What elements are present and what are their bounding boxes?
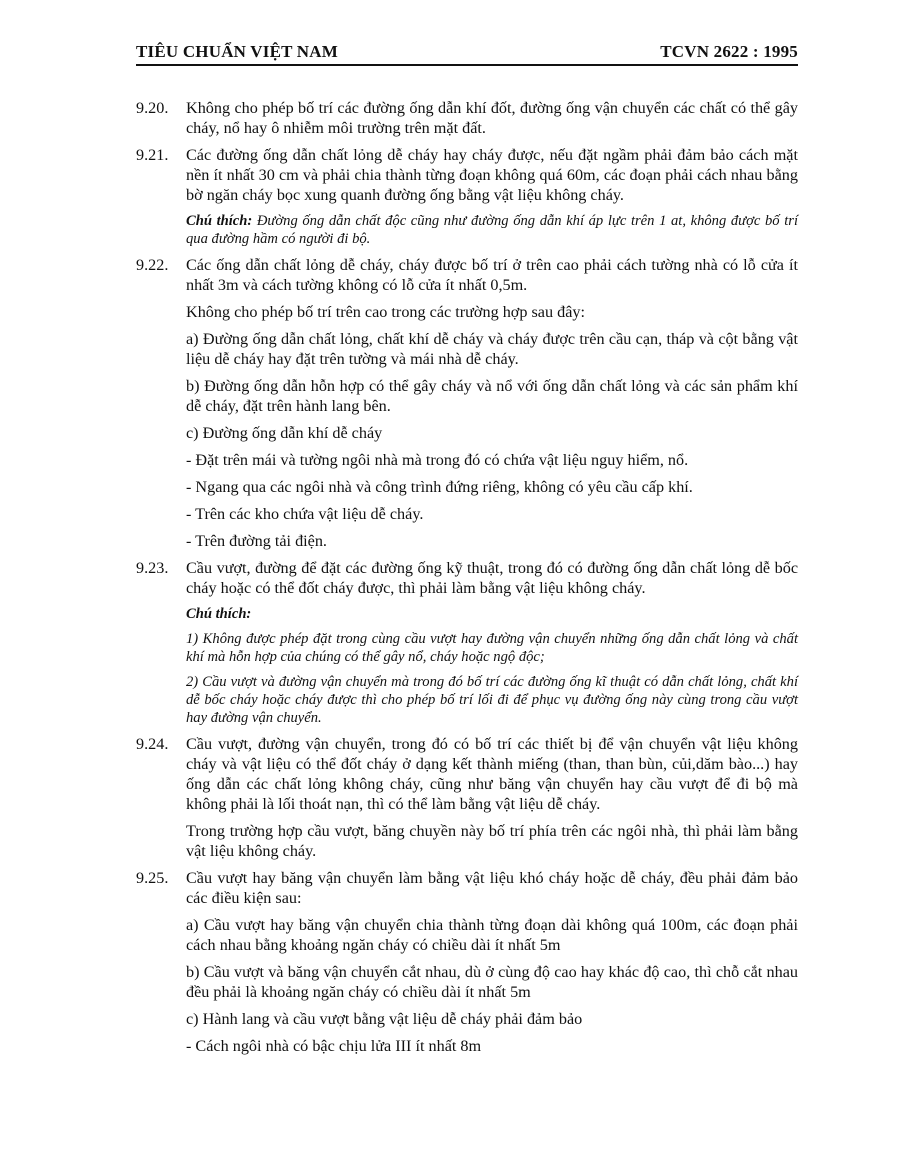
paragraph: b) Cầu vượt và băng vận chuyển cắt nhau, dù ở cùng độ cao hay khác độ cao, thì chỗ cắt nhau đều phải là khoảng ngăn cháy có chiều dài ít nhất 5m [186,963,798,1001]
section-number: 9.24. [136,735,169,753]
note [186,630,798,666]
section-9-20 [136,98,798,138]
paragraph: Cầu vượt, đường để đặt các đường ống kỹ thuật, trong đó có đường ống dẫn chất lỏng dễ bốc cháy hoặc có thể đốt cháy được, thì phải làm bằng vật liệu không cháy. [186,559,798,597]
paragraph: c) Đường ống dẫn khí dễ cháy [186,424,383,442]
section-number: 9.21. [136,146,169,164]
header-divider [136,64,798,66]
paragraph: a) Cầu vượt hay băng vận chuyển chia thành từng đoạn dài không quá 100m, các đoạn phải cách nhau bằng khoảng ngăn cháy có chiều dài ít nhất 5m [186,916,798,954]
paragraph: Không cho phép bố trí các đường ống dẫn khí đốt, đường ống vận chuyển các chất có thể gây cháy, nổ hay ô nhiễm môi trường trên mặt đất. [186,99,798,137]
paragraph: Các ống dẫn chất lỏng dễ cháy, cháy được bố trí ở trên cao phải cách tường nhà có lỗ cửa ít nhất 3m và cách tường không có lỗ cửa ít nhất 0,5m. [186,256,798,294]
section-9-25 [136,868,798,1056]
paragraph: - Ngang qua các ngôi nhà và công trình đứng riêng, không có yêu cầu cấp khí. [186,478,693,496]
section-9-21 [136,145,798,248]
paragraph: c) Hành lang và cầu vượt bằng vật liệu dễ cháy phải đảm bảo [186,1010,583,1028]
note-text: 1) Không được phép đặt trong cùng cầu vượt hay đường vận chuyển những ống dẫn chất lỏng và chất khí mà hỗn hợp của chúng có thể gây nổ, cháy hoặc ngộ độc; [186,631,798,665]
section-number: 9.22. [136,256,169,274]
paragraph: Không cho phép bố trí trên cao trong các trường hợp sau đây: [186,303,585,321]
note [186,212,798,248]
note-text: 2) Cầu vượt và đường vận chuyển mà trong đó bố trí các đường ống kĩ thuật có dẫn chất lỏng, chất khí dễ bốc cháy hoặc cháy được thì cho phép bố trí lối đi để phục vụ đường ống này cùng trong cầu vượt hay đường vận chuyển. [186,674,798,726]
paragraph: - Cách ngôi nhà có bậc chịu lửa III ít nhất 8m [186,1037,482,1055]
section-number: 9.23. [136,559,169,577]
note-text: Đường ống dẫn chất độc cũng như đường ống dẫn khí áp lực trên 1 at, không được bố trí qua đường hầm có người đi bộ. [186,213,798,247]
paragraph: - Trên các kho chứa vật liệu dễ cháy. [186,505,424,523]
note [186,605,798,623]
paragraph: b) Đường ống dẫn hỗn hợp có thể gây cháy và nổ với ống dẫn chất lỏng và các sản phẩm khí dễ cháy, đặt trên hành lang bên. [186,377,798,415]
note-label: Chú thích: [186,606,252,622]
paragraph: a) Đường ống dẫn chất lỏng, chất khí dễ cháy và cháy được trên cầu cạn, tháp và cột bằng vật liệu dễ cháy hay đặt trên tường và mái nhà dễ cháy. [186,330,798,368]
standard-code: TCVN 2622 : 1995 [660,42,798,61]
section-9-24 [136,734,798,861]
section-9-22 [136,255,798,551]
paragraph: - Đặt trên mái và tường ngôi nhà mà trong đó có chứa vật liệu nguy hiểm, nổ. [186,451,689,469]
document-body [136,98,798,1063]
paragraph: Các đường ống dẫn chất lỏng dễ cháy hay cháy được, nếu đặt ngầm phải đảm bảo cách mặt nền ít nhất 30 cm và phải chia thành từng đoạn không quá 60m, các đoạn phải cách nhau bằng bờ ngăn cháy bọc xung quanh đường ống bằng vật liệu không cháy. [186,146,798,204]
note [186,673,798,727]
note-label: Chú thích: [186,213,253,229]
section-number: 9.25. [136,869,169,887]
standard-title: TIÊU CHUẨN VIỆT NAM [136,42,339,61]
paragraph: Trong trường hợp cầu vượt, băng chuyền này bố trí phía trên các ngôi nhà, thì phải làm bằng vật liệu không cháy. [186,822,798,860]
paragraph: - Trên đường tải điện. [186,532,327,550]
section-9-23 [136,558,798,727]
page-header [136,42,798,64]
paragraph: Cầu vượt, đường vận chuyển, trong đó có bố trí các thiết bị để vận chuyển vật liệu không cháy và vật liệu có thể đốt cháy ở dạng kết thành miếng (than, than bùn, củi,dăm bào...) hay ống dẫn các chất lỏng không cháy, cũng như băng vận chuyển hay cầu vượt để đi bộ mà không phải là lối thoát nạn, thì có thể làm bằng vật liệu dễ cháy. [186,735,798,813]
section-number: 9.20. [136,99,169,117]
paragraph: Cầu vượt hay băng vận chuyển làm bằng vật liệu khó cháy hoặc dễ cháy, đều phải đảm bảo các điều kiện sau: [186,869,798,907]
